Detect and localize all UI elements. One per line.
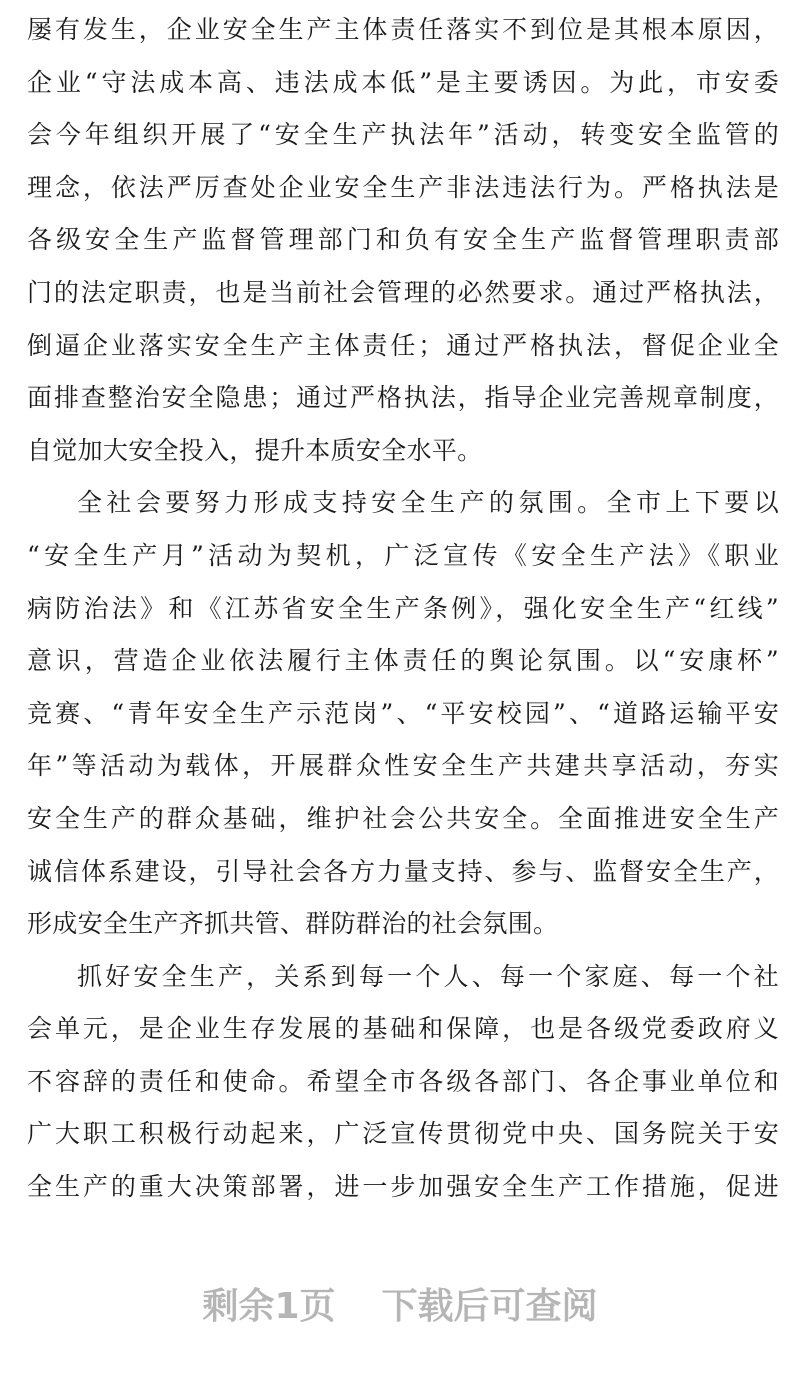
- text-line: 企业“守法成本高、违法成本低”是主要诱因。为此，市安委: [27, 67, 779, 97]
- text-line: “安全生产月”活动为契机，广泛宣传《安全生产法》《职业: [27, 540, 779, 570]
- paragraph: [27, 477, 779, 950]
- text-line: 安全生产的群众基础，维护社会公共安全。全面推进安全生产: [27, 803, 779, 833]
- text-line: 会单元，是企业生存发展的基础和保障，也是各级党委政府义: [27, 1014, 779, 1044]
- text-line: 会今年组织开展了“安全生产执法年”活动，转变安全监管的: [27, 120, 779, 150]
- download-hint-label: 下载后可查阅: [381, 1286, 598, 1327]
- text-line: 意识，营造企业依法履行主体责任的舆论氛围。以“安康杯”: [27, 646, 779, 676]
- text-line: 面排查整治安全隐患；通过严格执法，指导企业完善规章制度，: [27, 383, 779, 413]
- text-line: 形成安全生产齐抓共管、群防群治的社会氛围。: [27, 909, 559, 939]
- text-line: 竞赛、“青年安全生产示范岗”、“平安校园”、“道路运输平安: [27, 698, 779, 728]
- paragraph: [27, 4, 779, 477]
- download-prompt-banner[interactable]: [0, 1282, 800, 1332]
- text-line: 自觉加大安全投入，提升本质安全水平。: [27, 435, 483, 465]
- text-line: 年”等活动为载体，开展群众性安全生产共建共享活动，夯实: [27, 751, 779, 781]
- text-line: 抓好安全生产，关系到每一个人、每一个家庭、每一个社: [77, 961, 779, 991]
- text-line: 理念，依法严厉查处企业安全生产非法违法行为。严格执法是: [27, 172, 779, 202]
- paragraph: [27, 951, 779, 1214]
- text-line: 全社会要努力形成支持安全生产的氛围。全市上下要以: [77, 488, 779, 518]
- text-line: 诚信体系建设，引导社会各方力量支持、参与、监督安全生产，: [27, 856, 779, 886]
- text-line: 病防治法》和《江苏省安全生产条例》，强化安全生产“红线”: [27, 593, 779, 623]
- text-line: 各级安全生产监督管理部门和负有安全生产监督管理职责部: [27, 225, 779, 255]
- text-line: 屡有发生，企业安全生产主体责任落实不到位是其根本原因，: [27, 15, 779, 44]
- remaining-pages-label: 剩余1页: [202, 1286, 336, 1327]
- document-body: [27, 4, 779, 1214]
- text-line: 不容辞的责任和使命。希望全市各级各部门、各企事业单位和: [27, 1066, 779, 1096]
- text-line: 全生产的重大决策部署，进一步加强安全生产工作措施，促进: [27, 1172, 779, 1202]
- text-line: 倒逼企业落实安全生产主体责任；通过严格执法，督促企业全: [27, 330, 779, 360]
- text-line: 门的法定职责，也是当前社会管理的必然要求。通过严格执法，: [27, 277, 779, 307]
- text-line: 广大职工积极行动起来，广泛宣传贯彻党中央、国务院关于安: [27, 1119, 779, 1149]
